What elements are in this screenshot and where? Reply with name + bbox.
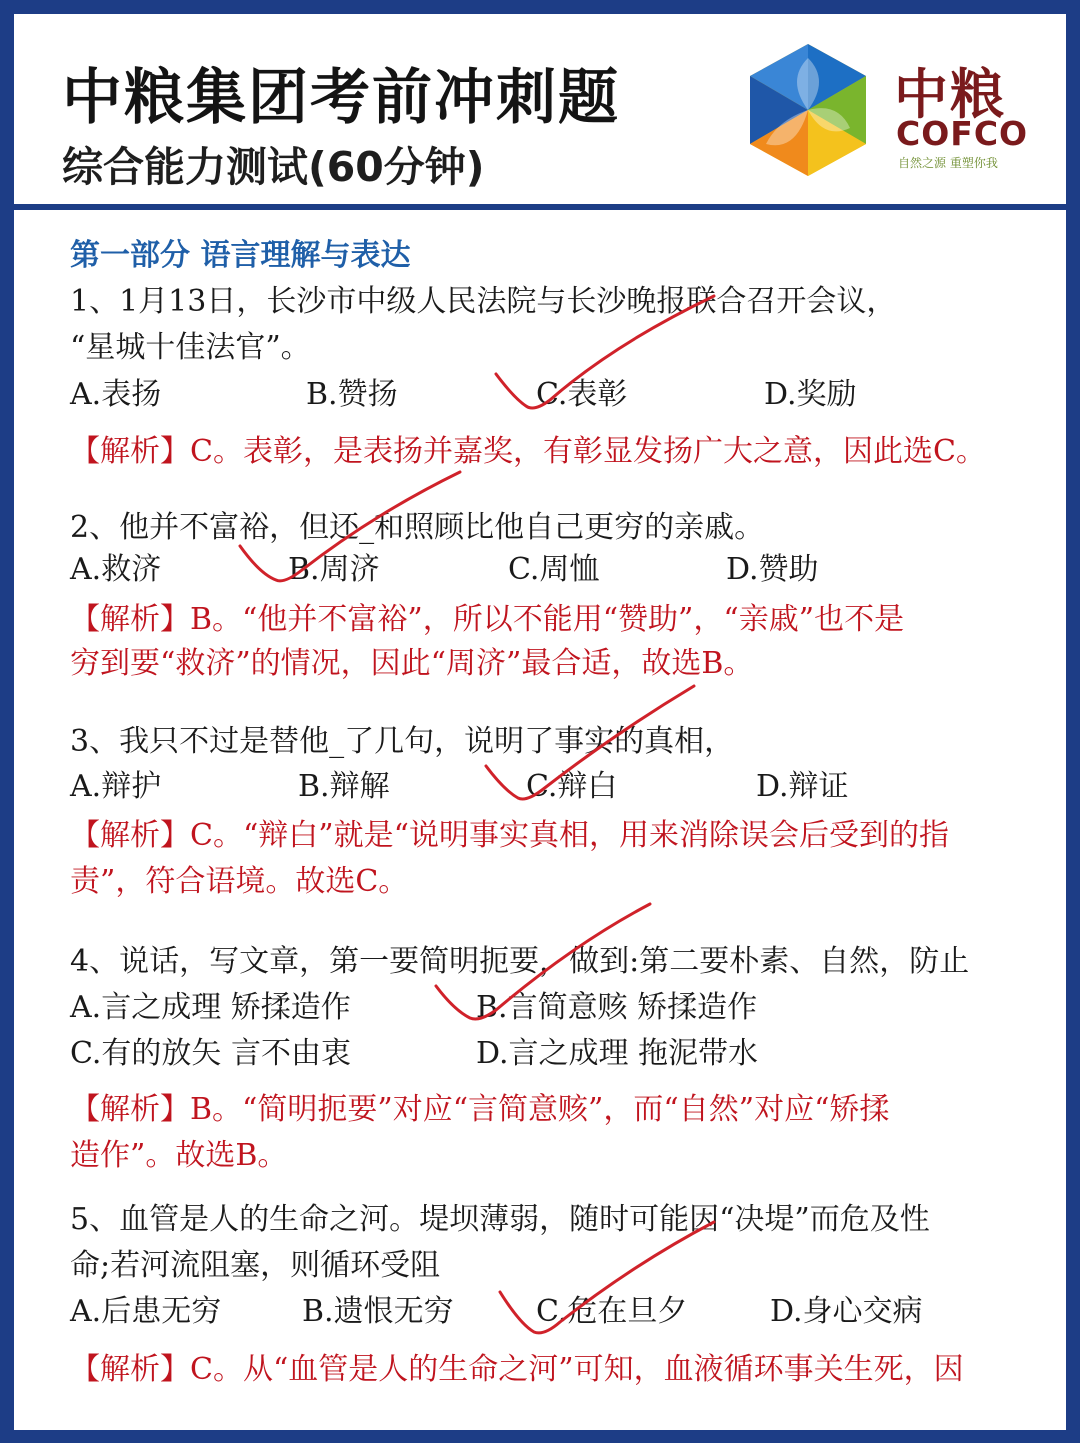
question-5-option-b: B.遗恨无穷	[302, 1294, 454, 1329]
question-3-analysis-line-1: 【解析】C。“辩白”就是“说明事实真相，用来消除误会后受到的指	[70, 818, 949, 853]
question-2-analysis-line-1: 【解析】B。“他并不富裕”，所以不能用“赞助”，“亲戚”也不是	[70, 602, 905, 637]
question-4-option-a: A.言之成理 矫揉造作	[70, 990, 351, 1025]
question-2-line-1: 2、他并不富裕，但还_和照顾比他自己更穷的亲戚。	[70, 510, 765, 545]
question-1-option-d: D.奖励	[764, 377, 857, 412]
question-5-option-d: D.身心交病	[770, 1294, 923, 1329]
question-2-option-d: D.赞助	[726, 552, 819, 587]
question-1-analysis-line-1: 【解析】C。表彰，是表扬并嘉奖，有彰显发扬广大之意，因此选C。	[70, 434, 986, 469]
question-2-option-c: C.周恤	[508, 552, 600, 587]
question-5-analysis-line-1: 【解析】C。从“血管是人的生命之河”可知，血液循环事关生死，因	[70, 1352, 964, 1387]
question-2-analysis-line-2: 穷到要“救济”的情况，因此“周济”最合适，故选B。	[70, 646, 754, 681]
question-5-option-a: A.后患无穷	[70, 1294, 222, 1329]
question-3-option-a: A.辩护	[70, 769, 162, 804]
question-4-option-b: B.言简意赅 矫揉造作	[476, 990, 758, 1025]
page-frame	[14, 14, 1066, 1430]
question-4-option-d: D.言之成理 拖泥带水	[476, 1036, 759, 1071]
question-5-line-1: 5、血管是人的生命之河。堤坝薄弱，随时可能因“决堤”而危及性	[70, 1202, 930, 1237]
page-subtitle: 综合能力测试(60分钟)	[62, 143, 485, 191]
question-1-line-1: 1、1月13日，长沙市中级人民法院与长沙晚报联合召开会议，	[70, 284, 897, 319]
section-title: 第一部分 语言理解与表达	[70, 238, 411, 273]
question-3-option-d: D.辩证	[756, 769, 849, 804]
question-3-option-c: C.辩白	[526, 769, 618, 804]
question-4-analysis-line-1: 【解析】B。“简明扼要”对应“言简意赅”，而“自然”对应“矫揉	[70, 1092, 890, 1127]
question-3-line-1: 3、我只不过是替他_了几句，说明了事实的真相，	[70, 724, 735, 759]
question-3-analysis-line-2: 责”，符合语境。故选C。	[70, 864, 409, 899]
question-1-option-b: B.赞扬	[306, 377, 398, 412]
question-4-line-1: 4、说话，写文章，第一要简明扼要，做到:第二要朴素、自然，防止	[70, 944, 970, 979]
question-1-option-a: A.表扬	[70, 377, 162, 412]
question-5-line-2: 命;若河流阻塞，则循环受阻	[70, 1248, 441, 1283]
question-3-option-b: B.辩解	[298, 769, 390, 804]
question-content	[14, 14, 1066, 1430]
brand-name-cn: 中粮	[894, 63, 1006, 126]
question-2-option-a: A.救济	[70, 552, 162, 587]
page-title: 中粮集团考前冲刺题	[62, 63, 620, 133]
brand-name-en: COFCO	[896, 114, 1029, 153]
brand-slogan: 自然之源 重塑你我	[898, 156, 998, 170]
question-4-analysis-line-2: 造作”。故选B。	[70, 1138, 288, 1173]
question-5-option-c: C.危在旦夕	[536, 1294, 688, 1329]
question-2-option-b: B.周济	[288, 552, 380, 587]
question-4-option-c: C.有的放矢 言不由衷	[70, 1036, 351, 1071]
question-1-line-2: “星城十佳法官”。	[70, 330, 311, 365]
question-1-option-c: C.表彰	[536, 377, 628, 412]
